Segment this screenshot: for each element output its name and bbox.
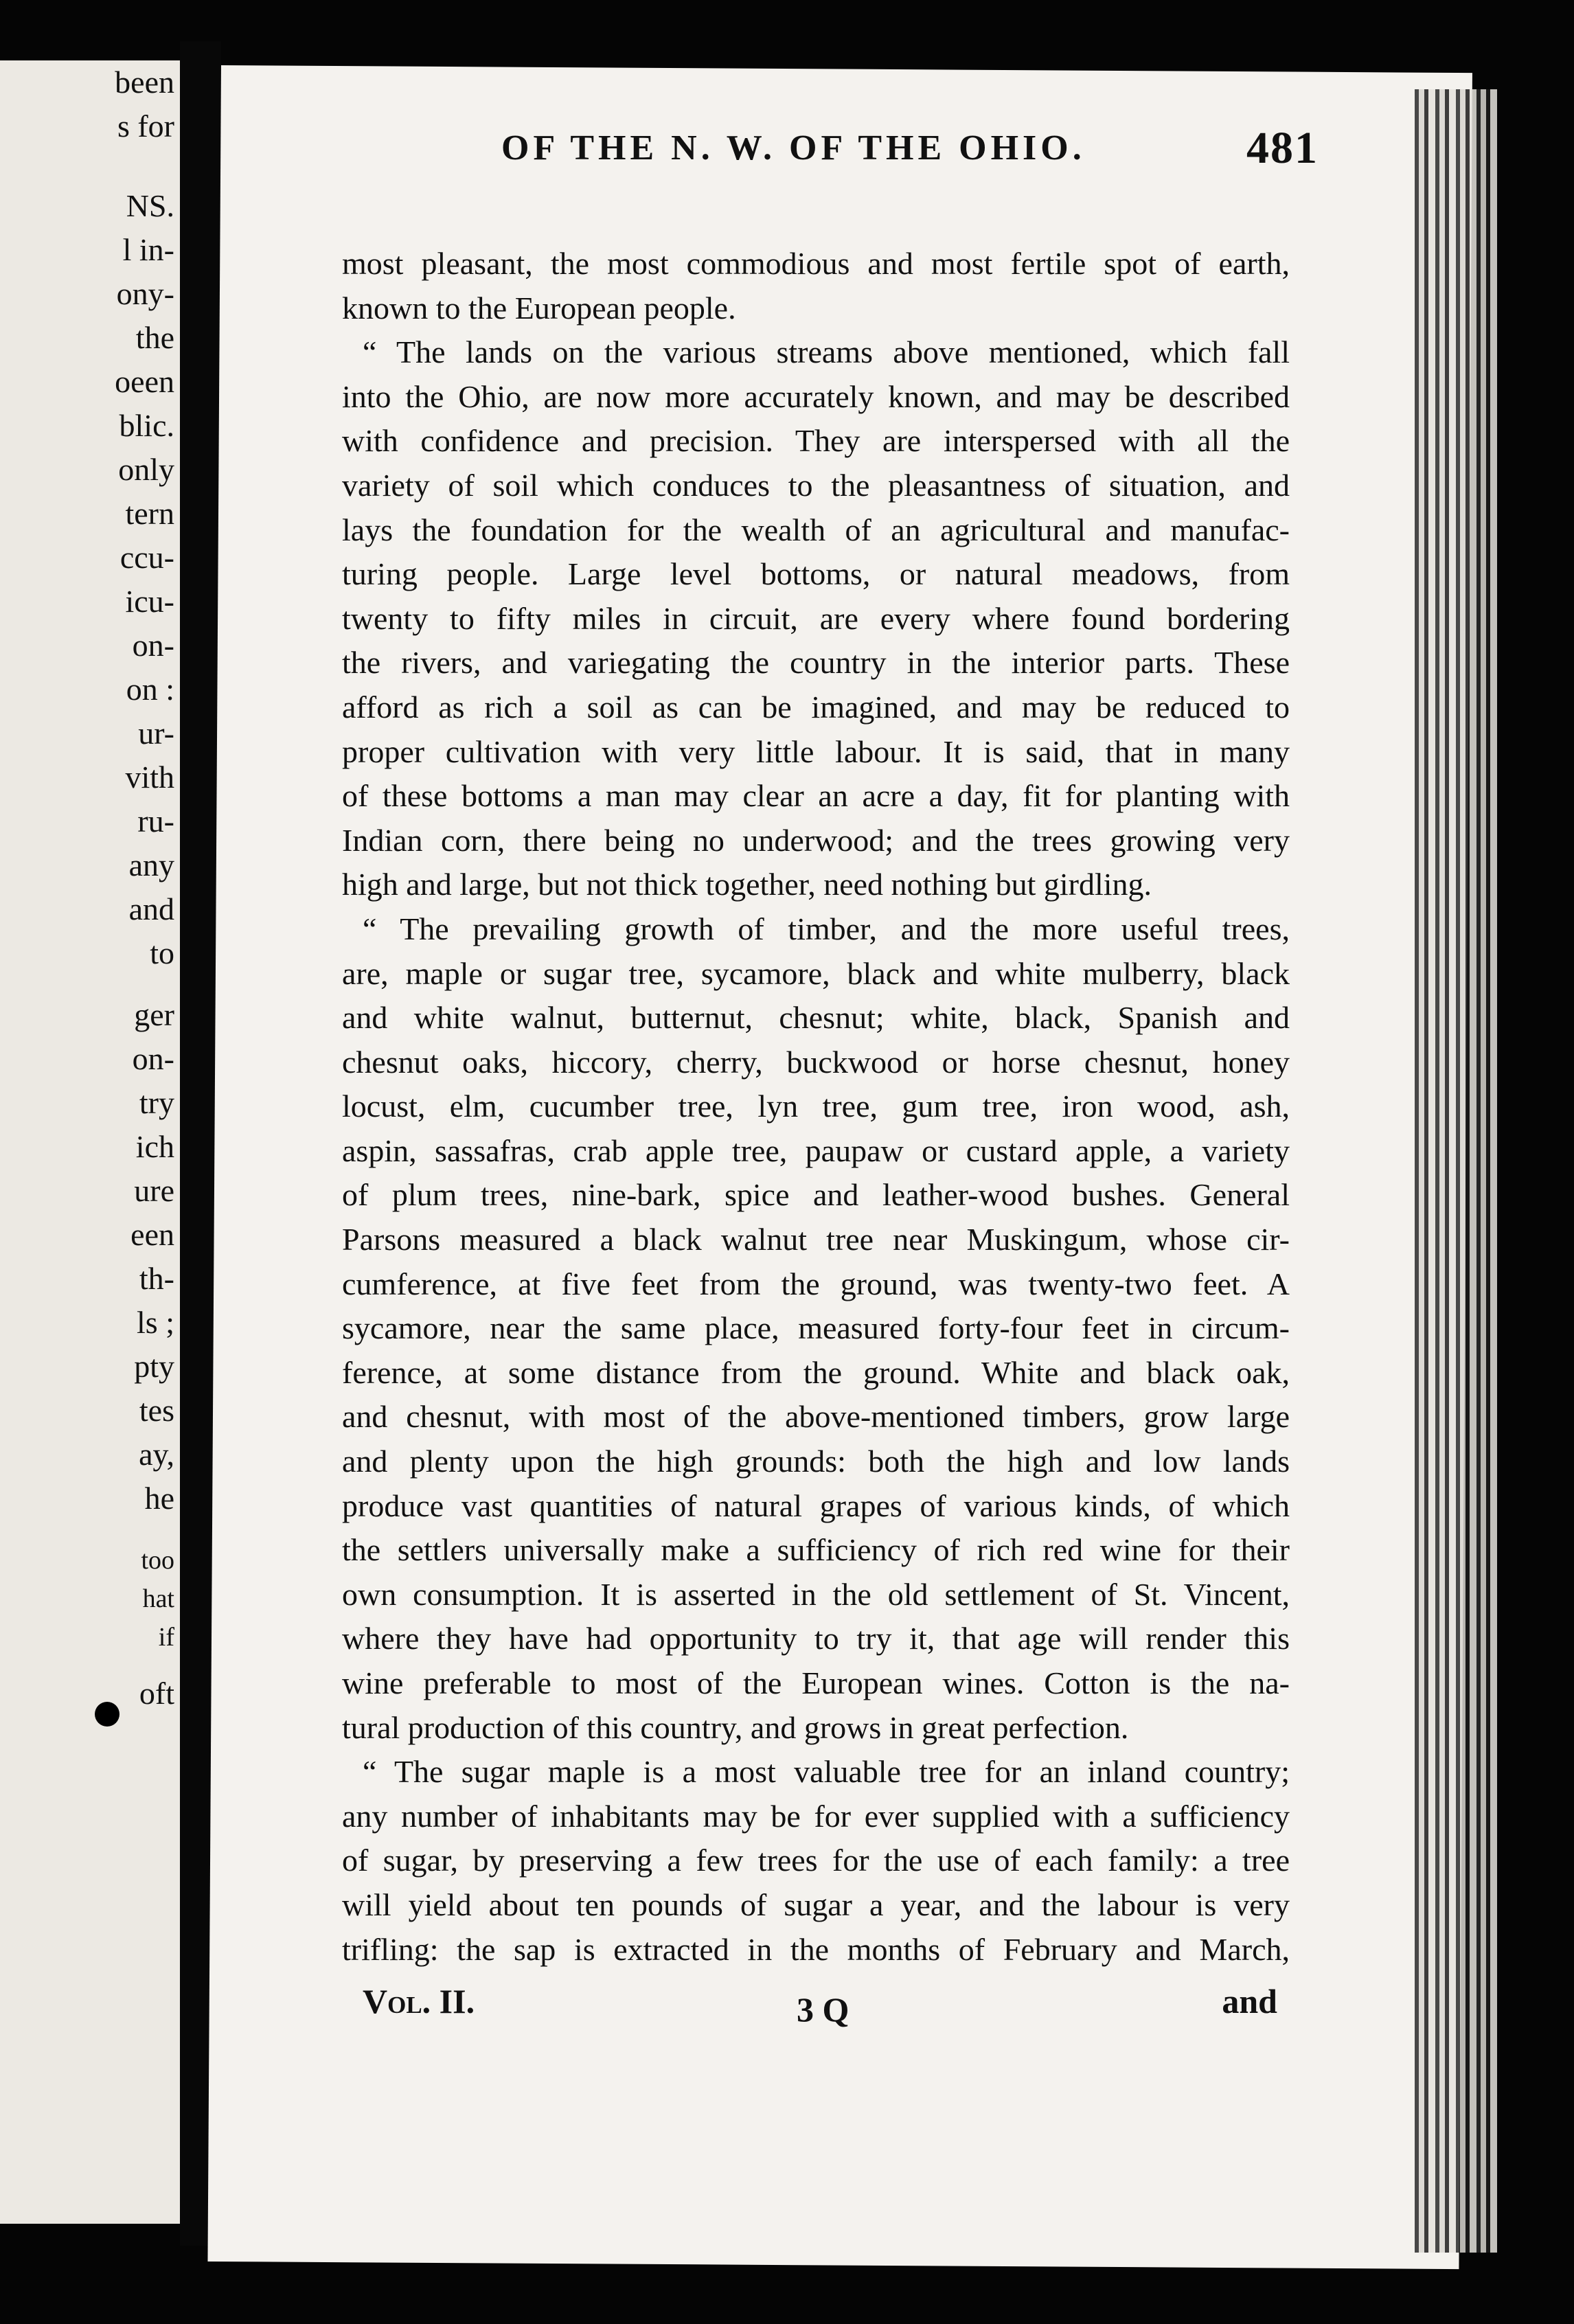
- facing-page-line: NS.: [126, 188, 174, 223]
- text-line: wine preferable to most of the European wines. Cotton is the na-: [342, 1665, 1290, 1700]
- text-line: and plenty upon the high grounds: both the high and low lands: [342, 1444, 1290, 1479]
- text-line: into the Ohio, are now more accurately known, and may be described: [342, 378, 1290, 414]
- ink-blot: [95, 1702, 119, 1727]
- page-edges: [1415, 89, 1497, 2253]
- facing-page-line: l in-: [122, 232, 174, 267]
- text-line: “ The prevailing growth of timber, and the more useful trees,: [363, 911, 1290, 946]
- text-line: chesnut oaks, hiccory, cherry, buckwood or horse chesnut, honey: [342, 1044, 1290, 1080]
- text-line: proper cultivation with very little labour. It is said, that in many: [342, 733, 1290, 769]
- facing-page-line: [0, 1654, 174, 1672]
- facing-page-line: icu-: [125, 584, 174, 619]
- text-line: variety of soil which conduces to the pleasantness of situation, and: [342, 467, 1290, 503]
- text-line: produce vast quantities of natural grapes of various kinds, of which: [342, 1488, 1290, 1523]
- text-line: any number of inhabitants may be for ever supplied with a sufficiency: [342, 1798, 1290, 1834]
- text-line: locust, elm, cucumber tree, lyn tree, gum tree, iron wood, ash,: [342, 1089, 1290, 1124]
- signature-mark: 3 Q: [797, 1990, 849, 2029]
- facing-page-line: [0, 1520, 174, 1538]
- text-line: will yield about ten pounds of sugar a year, and the labour is very: [342, 1887, 1290, 1922]
- facing-page-line: only: [118, 452, 174, 487]
- text-line: with confidence and precision. They are interspersed with all the: [342, 423, 1290, 459]
- text-line: Indian corn, there being no underwood; and the trees growing very: [342, 822, 1290, 858]
- facing-page-line: [0, 148, 174, 166]
- facing-page-line: ur-: [138, 716, 174, 751]
- text-line: the settlers universally make a sufficiency of rich red wine for their: [342, 1532, 1290, 1568]
- text-line: of plum trees, nine-bark, spice and leather-wood bushes. General: [342, 1177, 1290, 1213]
- text-line: twenty to fifty miles in circuit, are every where found bordering: [342, 600, 1290, 636]
- text-line: of these bottoms a man may clear an acre a day, fit for planting with: [342, 778, 1290, 814]
- text-line: tural production of this country, and grows in great perfection.: [342, 1709, 1129, 1745]
- running-title: OF THE N. W. OF THE OHIO.: [501, 128, 1086, 168]
- facing-page-line: on-: [132, 1041, 174, 1076]
- text-line: high and large, but not thick together, need nothing but girdling.: [342, 867, 1152, 902]
- text-line: known to the European people.: [342, 290, 736, 326]
- facing-page-line: ich: [135, 1129, 174, 1164]
- facing-page-line: and: [128, 891, 174, 926]
- facing-page-line: ls ;: [137, 1305, 174, 1340]
- text-line: ference, at some distance from the ground. White and black oak,: [342, 1354, 1290, 1390]
- text-line: are, maple or sugar tree, sycamore, black and white mulberry, black: [342, 955, 1290, 991]
- facing-page-line: oft: [139, 1676, 174, 1711]
- text-line: and white walnut, butternut, chesnut; white, black, Spanish and: [342, 1000, 1290, 1036]
- facing-page-line: been: [115, 65, 174, 100]
- facing-page-line: the: [135, 320, 174, 355]
- facing-page-fragment: [0, 60, 180, 2224]
- facing-page-line: ru-: [137, 804, 174, 839]
- text-line: cumference, at five feet from the ground, was twenty-two feet. A: [342, 1266, 1290, 1301]
- catchword: and: [1222, 1982, 1277, 2020]
- facing-page-line: pty: [134, 1349, 174, 1384]
- text-line: the rivers, and variegating the country in the interior parts. These: [342, 645, 1290, 681]
- facing-page-line: too: [141, 1546, 174, 1575]
- facing-page-line: s for: [117, 109, 174, 144]
- text-line: aspin, sassafras, crab apple tree, paupaw or custard apple, a variety: [342, 1132, 1290, 1168]
- text-line: own consumption. It is asserted in the old settlement of St. Vincent,: [342, 1576, 1290, 1612]
- text-line: of sugar, by preserving a few trees for the use of each family: a tree: [342, 1843, 1290, 1878]
- facing-page-line: tes: [139, 1393, 174, 1428]
- text-line: lays the foundation for the wealth of an agricultural and manufac-: [342, 512, 1290, 547]
- text-line: where they have had opportunity to try it, that age will render this: [342, 1621, 1290, 1656]
- text-line: Parsons measured a black walnut tree near Muskingum, whose cir-: [342, 1222, 1290, 1257]
- facing-page-line: ccu-: [119, 540, 174, 575]
- facing-page-line: if: [158, 1623, 174, 1652]
- facing-page-line: ony-: [116, 276, 174, 311]
- page-number: 481: [1246, 123, 1319, 173]
- facing-page-line: vith: [125, 760, 174, 795]
- text-line: trifling: the sap is extracted in the months of February and March,: [342, 1931, 1290, 1967]
- facing-page-line: try: [139, 1085, 174, 1120]
- facing-page-line: [0, 975, 174, 993]
- facing-page-text: [0, 60, 174, 1716]
- facing-page-line: hat: [142, 1584, 174, 1613]
- facing-page-line: th-: [139, 1261, 174, 1296]
- facing-page-line: on-: [132, 628, 174, 663]
- text-line: most pleasant, the most commodious and most fertile spot of earth,: [342, 246, 1290, 281]
- volume-label: Vol. II.: [363, 1982, 475, 2020]
- body-text: [342, 242, 1290, 1972]
- text-line: and chesnut, with most of the above-mentioned timbers, grow large: [342, 1399, 1290, 1435]
- facing-page-line: een: [130, 1217, 174, 1252]
- facing-page-line: he: [144, 1481, 174, 1516]
- text-line: “ The lands on the various streams above mentioned, which fall: [363, 334, 1290, 370]
- text-line: sycamore, near the same place, measured forty-four feet in circum-: [342, 1310, 1290, 1346]
- text-line: “ The sugar maple is a most valuable tree for an inland country;: [363, 1754, 1290, 1790]
- text-line: turing people. Large level bottoms, or natural meadows, from: [342, 556, 1290, 592]
- facing-page-line: to: [150, 935, 174, 970]
- facing-page-line: oeen: [115, 364, 174, 399]
- facing-page-line: [0, 166, 174, 184]
- facing-page-line: blic.: [119, 408, 174, 443]
- facing-page-line: ure: [134, 1173, 174, 1208]
- text-line: afford as rich a soil as can be imagined, and may be reduced to: [342, 689, 1290, 725]
- facing-page-line: on :: [126, 672, 174, 707]
- facing-page-line: any: [128, 847, 174, 882]
- facing-page-line: ay,: [139, 1437, 174, 1472]
- facing-page-line: ger: [134, 997, 174, 1032]
- facing-page-line: tern: [125, 496, 174, 531]
